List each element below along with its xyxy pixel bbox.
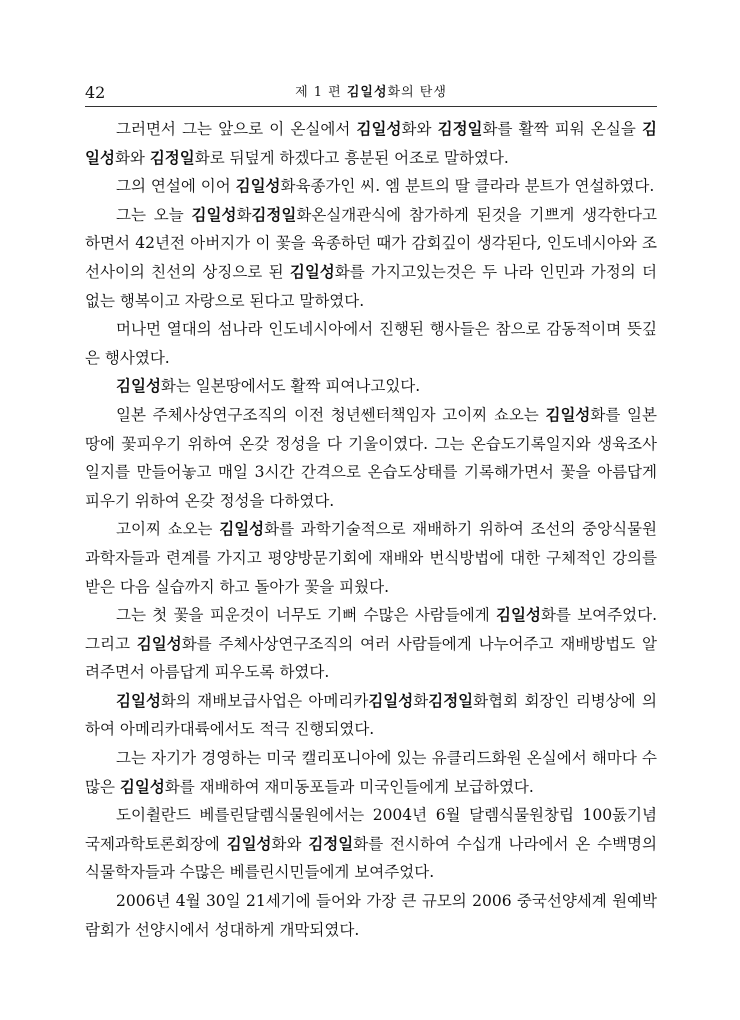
bold-name: 김정일 [308,834,354,853]
paragraph [85,401,657,515]
bold-name: 김일성 [226,834,272,853]
text-run: 화를 과학기술적으로 재배하기 위하여 조선의 중앙식물원 과학자들과 련계를 가지고 평양방문기회에 재배와 번식방법에 대한 구체적인 강의를 받은 다음 실습까지 하고 돌아가 꽃을 피웠다. [85,520,657,596]
bold-name: 김일성 [289,262,335,281]
running-title-suffix: 화의 탄생 [387,85,447,100]
running-title-bold: 김일성 [346,85,388,100]
bold-name: 김일성 [219,520,265,539]
bold-name: 김일성 [136,634,182,653]
bold-name: 김일성 [235,177,281,196]
bold-name: 김정일 [149,148,195,167]
paragraph [85,115,657,172]
text-run: 도이췰란드 베를린달렘식물원에서는 2004년 6월 달렘식물원창립 100돐기념 국제과학토론회장에 [85,806,657,853]
text-run: 머나먼 열대의 섬나라 인도네시아에서 진행된 행사들은 참으로 감동적이며 뜻깊은 행사였다. [85,320,657,367]
text-run: 화온실개관식에 참가하게 된것을 기쁘게 생각한다고 하면서 42년전 아버지가 이 꽃을 육종하던 때가 감회깊이 생각된다, 인도네시아와 조선사이의 친선의 상징으로 된 [85,205,657,281]
text-run: 화의 재배보급사업은 아메리카 [160,691,369,710]
text-run: 화를 보여주었다. 그리고 [85,606,658,653]
paragraph [85,201,657,315]
paragraph [85,887,657,944]
bold-name: 김일성 [116,691,161,710]
paragraph [85,515,657,601]
text-run: 그는 오늘 [116,205,192,224]
text-run: 2006년 4월 30일 21세기에 들어와 가장 큰 규모의 2006 중국선양세계 원예박람회가 선양시에서 성대하게 개막되였다. [85,892,657,939]
bold-name: 김정일 [428,691,474,710]
text-run: 화를 일본땅에 꽃피우기 위하여 온갖 정성을 다 기울이였다. 그는 온습도기록일지와 생육조사일지를 만들어놓고 매일 3시간 간격으로 온습도상태를 기록해가면서 꽃을 아름답게 피우기 위하여 온갖 정성을 다하였다. [85,405,657,510]
text-run: 화로 뒤덮게 하겠다고 흥분된 어조로 말하였다. [194,148,509,167]
body-text [85,115,657,944]
text-run: 화를 주체사상연구조직의 여러 사람들에게 나누어주고 재배방법도 알려주면서 아름답게 피우도록 하였다. [85,634,658,682]
bold-name: 김일성 [368,691,414,710]
text-run: 화를 가지고있는것은 두 나라 인민과 가정의 더없는 행복이고 자랑으로 된다고 말하였다. [85,262,657,310]
paragraph [85,687,657,744]
running-title-prefix: 제 1 편 [295,85,347,100]
text-run: 그러면서 그는 앞으로 이 온실에서 [116,120,357,138]
text-run: 화는 일본땅에서도 활짝 피여나고있다. [160,377,421,396]
page-number: 42 [85,83,106,102]
paragraph [85,601,657,687]
paragraph [85,801,657,887]
bold-name: 김정일 [437,120,483,138]
text-run: 화 [413,691,429,710]
bold-name: 김일성 [116,377,161,396]
bold-name: 김일성 [85,120,658,167]
text-run: 그의 연설에 이어 [116,177,236,196]
paragraph [85,315,657,372]
bold-name: 김일성 [496,606,541,625]
text-run: 화를 활짝 피워 온실을 [482,120,643,138]
text-run: 고이찌 쇼오는 [116,520,220,539]
paragraph [85,172,657,201]
bold-name: 김정일 [251,205,297,224]
running-title [85,82,657,104]
text-run: 화를 전시하여 수십개 나라에서 온 수백명의 식물학자들과 수많은 베를린시민들에게 보여주었다. [85,834,657,882]
bold-name: 김일성 [119,777,165,796]
bold-name: 김일성 [191,205,237,224]
text-run: 화협회 회장인 리병상에 의하여 아메리카대륙에서도 적극 진행되였다. [85,691,657,739]
text-run: 그는 자기가 경영하는 미국 캘리포니아에 있는 유클리드화원 온실에서 해마다 수많은 [85,749,657,796]
page-header [85,82,657,107]
text-run: 화와 [401,120,438,138]
paragraph [85,372,657,401]
text-run: 화와 [114,148,150,167]
text-run: 화와 [271,834,309,853]
text-run: 화 [236,205,252,224]
text-run: 화를 재배하여 재미동포들과 미국인들에게 보급하였다. [164,777,534,796]
text-run: 그는 첫 꽃을 피운것이 너무도 기뻐 수많은 사람들에게 [116,606,497,625]
text-run: 화육종가인 씨. 엠 분트의 딸 클라라 분트가 연설하였다. [280,177,655,196]
paragraph [85,744,657,801]
text-run: 일본 주체사상연구조직의 이전 청년쎈터책임자 고이찌 쇼오는 [116,405,546,424]
bold-name: 김일성 [356,120,402,138]
bold-name: 김일성 [545,405,591,424]
